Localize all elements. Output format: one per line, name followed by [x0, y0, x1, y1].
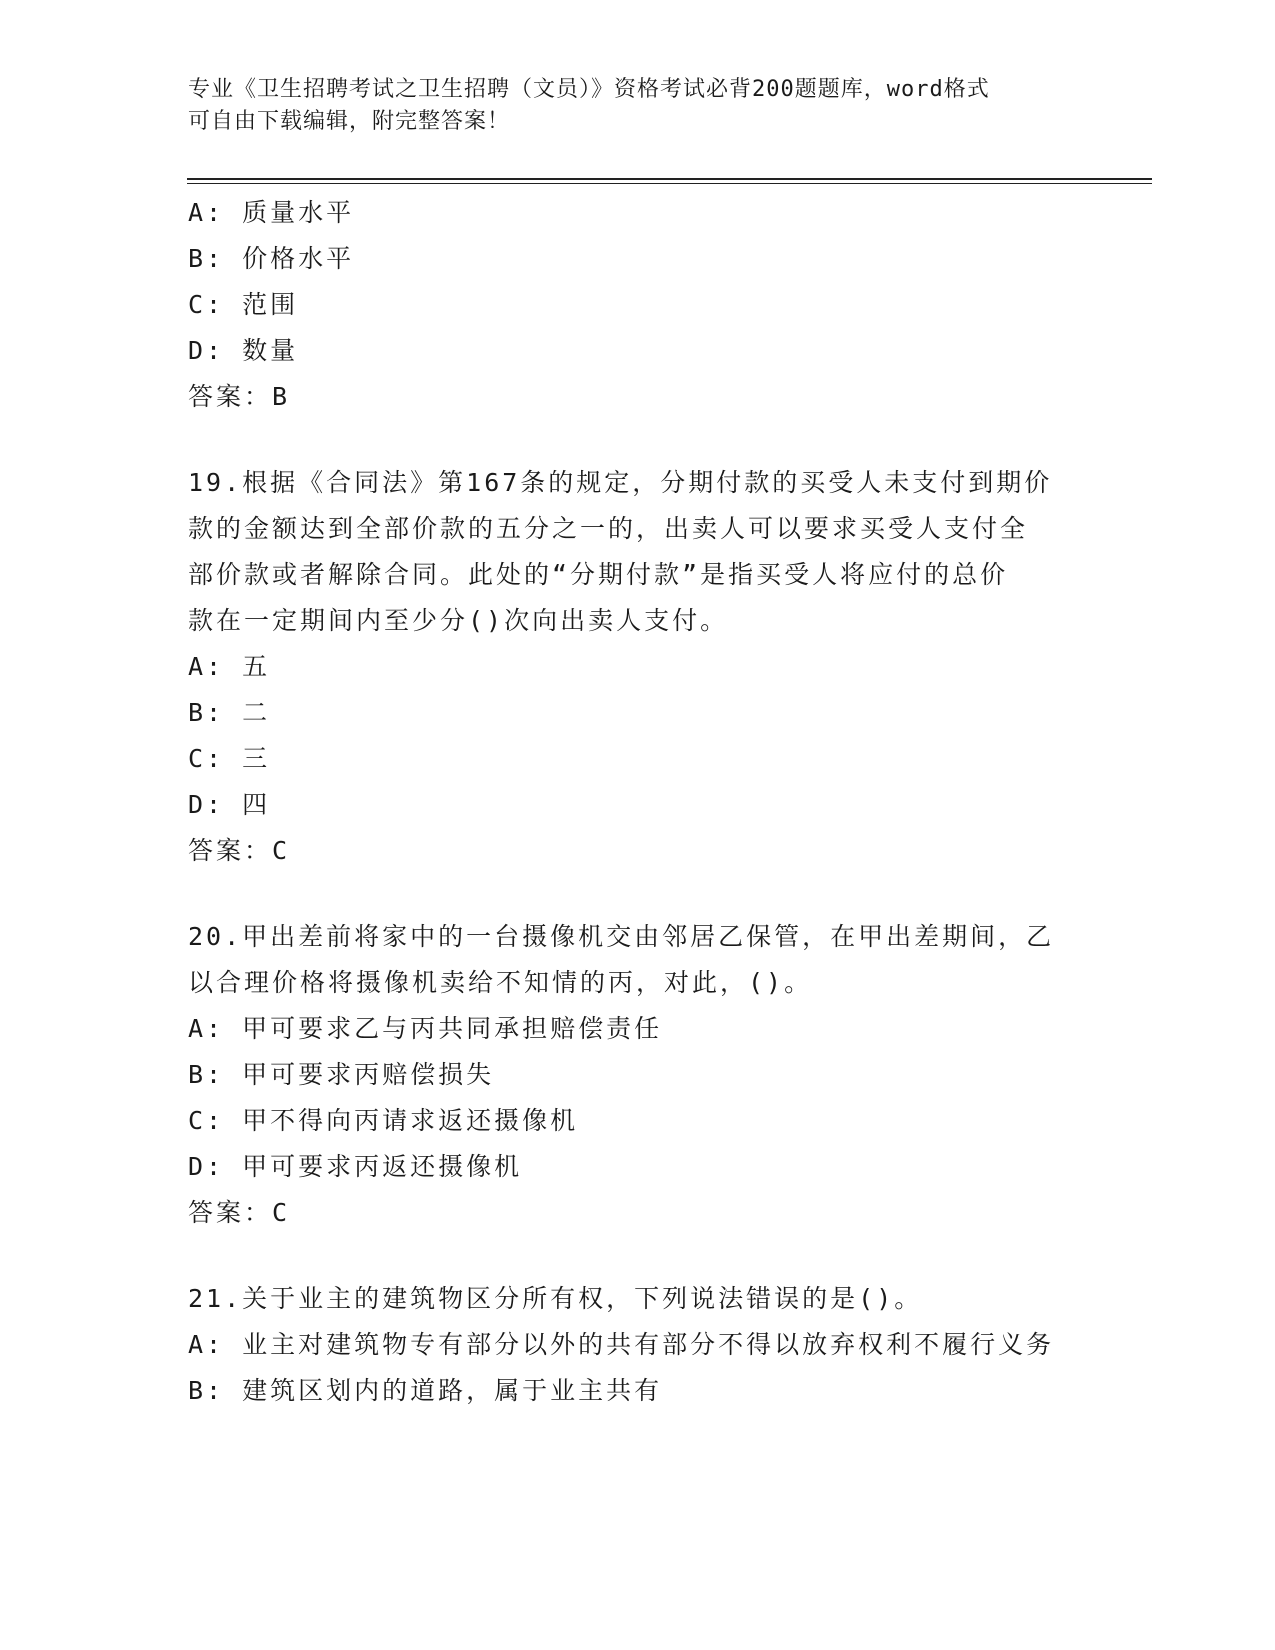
question-text-line: 款在一定期间内至少分()次向出卖人支付。	[188, 606, 729, 635]
question-19	[188, 460, 1088, 874]
option-b: B: 二	[188, 698, 271, 727]
document-body	[188, 190, 1088, 1414]
question-text-line: 20.甲出差前将家中的一台摄像机交由邻居乙保管，在甲出差期间，乙	[188, 922, 1055, 951]
answer: 答案：B	[188, 382, 291, 411]
option-a: A: 甲可要求乙与丙共同承担赔偿责任	[188, 1014, 663, 1043]
document-header	[188, 74, 1088, 138]
answer: 答案：C	[188, 836, 291, 865]
header-line-1: 专业《卫生招聘考试之卫生招聘（文员）》资格考试必背200题题库，word格式	[188, 77, 990, 102]
question-text-line: 以合理价格将摄像机卖给不知情的丙，对此，()。	[188, 968, 813, 997]
option-c: C: 范围	[188, 290, 299, 319]
question-20	[188, 914, 1088, 1236]
header-line-2: 可自由下载编辑，附完整答案！	[188, 109, 511, 134]
option-b: B: 价格水平	[188, 244, 355, 273]
option-c: C: 三	[188, 744, 271, 773]
question-text-line: 款的金额达到全部价款的五分之一的，出卖人可以要求买受人支付全	[188, 514, 1029, 543]
option-d: D: 数量	[188, 336, 299, 365]
option-b: B: 甲可要求丙赔偿损失	[188, 1060, 495, 1089]
answer: 答案：C	[188, 1198, 291, 1227]
option-d: D: 甲可要求丙返还摄像机	[188, 1152, 523, 1181]
option-d: D: 四	[188, 790, 271, 819]
option-b: B: 建筑区划内的道路，属于业主共有	[188, 1376, 663, 1405]
question-18	[188, 190, 1088, 420]
question-text-line: 21.关于业主的建筑物区分所有权，下列说法错误的是()。	[188, 1284, 923, 1313]
question-text-line: 部价款或者解除合同。此处的“分期付款”是指买受人将应付的总价	[188, 560, 1009, 589]
option-a: A: 五	[188, 652, 271, 681]
option-a: A: 质量水平	[188, 198, 355, 227]
question-21	[188, 1276, 1088, 1414]
option-c: C: 甲不得向丙请求返还摄像机	[188, 1106, 579, 1135]
header-rule-thin	[187, 183, 1152, 184]
option-a: A: 业主对建筑物专有部分以外的共有部分不得以放弃权利不履行义务	[188, 1330, 1055, 1359]
question-text-line: 19.根据《合同法》第167条的规定，分期付款的买受人未支付到期价	[188, 468, 1053, 497]
header-rule-thick	[187, 178, 1152, 180]
